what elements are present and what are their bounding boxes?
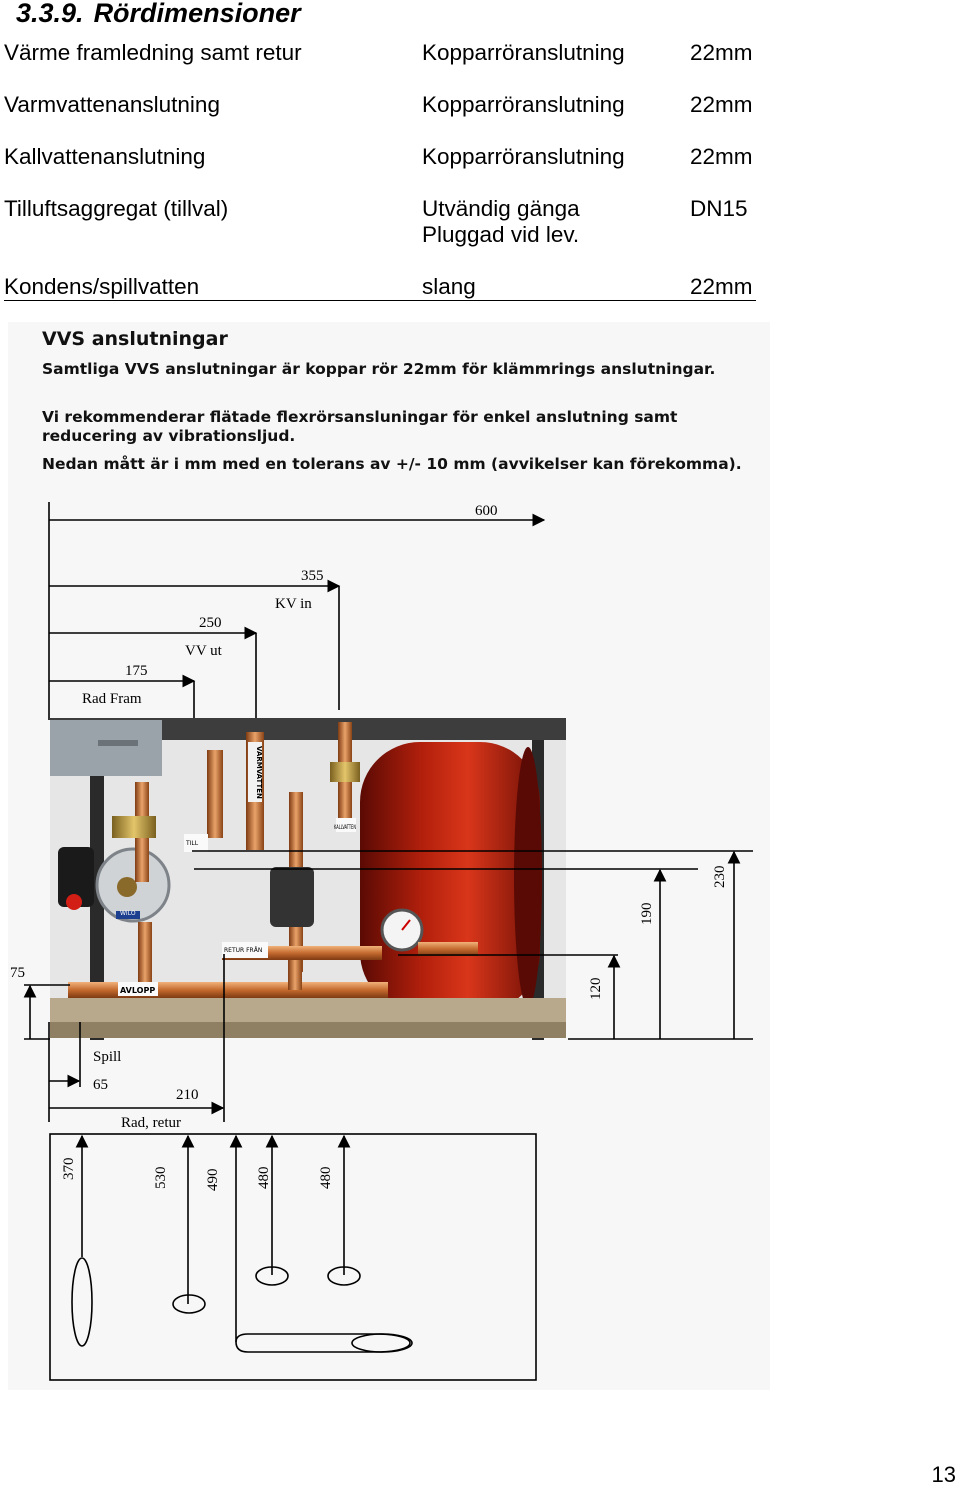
dim-530: 530 <box>153 1166 169 1189</box>
label-kallvatten: KALLVATTEN <box>334 824 356 831</box>
row-type: Utvändig gänga <box>422 196 580 221</box>
table-row <box>4 274 756 301</box>
table-row <box>4 144 756 174</box>
row-type: slang <box>422 274 476 299</box>
dim-480-a: 480 <box>256 1166 272 1189</box>
label-avlopp: AVLOPP <box>120 986 156 995</box>
dim-370: 370 <box>61 1157 77 1180</box>
row-type: Kopparröranslutning <box>422 40 625 65</box>
section-number: 3.3.9. <box>16 0 84 28</box>
row-name: Kallvattenanslutning <box>4 144 206 169</box>
row-name: Värme framledning samt retur <box>4 40 302 65</box>
vvs-connection-figure <box>8 322 770 1390</box>
dim-190: 190 <box>639 902 655 925</box>
row-size: 22mm <box>690 144 753 169</box>
row-type: Kopparröranslutning <box>422 144 625 169</box>
row-type: Kopparröranslutning <box>422 92 625 117</box>
dim-120: 120 <box>588 977 604 1000</box>
figure-heading: VVS anslutningar <box>42 328 228 350</box>
row-type-line2: Pluggad vid lev. <box>422 222 580 247</box>
dim-600: 600 <box>475 503 498 519</box>
section-heading <box>16 0 311 29</box>
label-spill: Spill <box>93 1049 122 1065</box>
dim-250: 250 <box>199 615 222 631</box>
section-title: Rördimensioner <box>93 0 301 28</box>
figure-note-3: Nedan mått är i mm med en tolerans av +/- 10 mm (avvikelser kan förekomma). <box>42 455 742 473</box>
dim-75: 75 <box>10 965 25 981</box>
dimension-drawing <box>8 322 770 1390</box>
figure-note-1: Samtliga VVS anslutningar är koppar rör 22mm för klämmrings anslutningar. <box>42 360 716 378</box>
figure-note-2: Vi rekommenderar flätade flexrörsansluningar för enkel anslutning samt reducering av vibrationsljud. <box>42 408 678 445</box>
table-row <box>4 92 756 122</box>
dim-480-b: 480 <box>318 1166 334 1189</box>
row-size: DN15 <box>690 196 748 221</box>
dim-175: 175 <box>125 663 148 679</box>
dim-355: 355 <box>301 568 324 584</box>
label-wilo: WILO <box>120 910 136 917</box>
dim-490: 490 <box>205 1168 221 1191</box>
label-rad-fram: Rad Fram <box>82 691 142 707</box>
label-varmvatten: VARMVATTEN <box>255 746 263 799</box>
row-name: Varmvattenanslutning <box>4 92 220 117</box>
row-name: Tilluftsaggregat (tillval) <box>4 196 229 221</box>
equipment-photo <box>50 718 566 1040</box>
label-retur: RETUR FRÅN <box>224 947 263 954</box>
table-row <box>4 40 756 70</box>
label-kv-in: KV in <box>275 596 312 612</box>
row-size: 22mm <box>690 274 753 299</box>
dim-230: 230 <box>712 865 728 888</box>
label-rad-retur: Rad, retur <box>121 1115 181 1131</box>
label-till: TILL <box>186 840 199 847</box>
dim-210: 210 <box>176 1087 199 1103</box>
row-size: 22mm <box>690 40 753 65</box>
table-row <box>4 196 756 252</box>
page-number: 13 <box>931 1462 956 1487</box>
dim-65: 65 <box>93 1077 108 1093</box>
label-vv-ut: VV ut <box>185 643 222 659</box>
plan-view <box>50 1134 536 1380</box>
row-size: 22mm <box>690 92 753 117</box>
row-name: Kondens/spillvatten <box>4 274 200 299</box>
